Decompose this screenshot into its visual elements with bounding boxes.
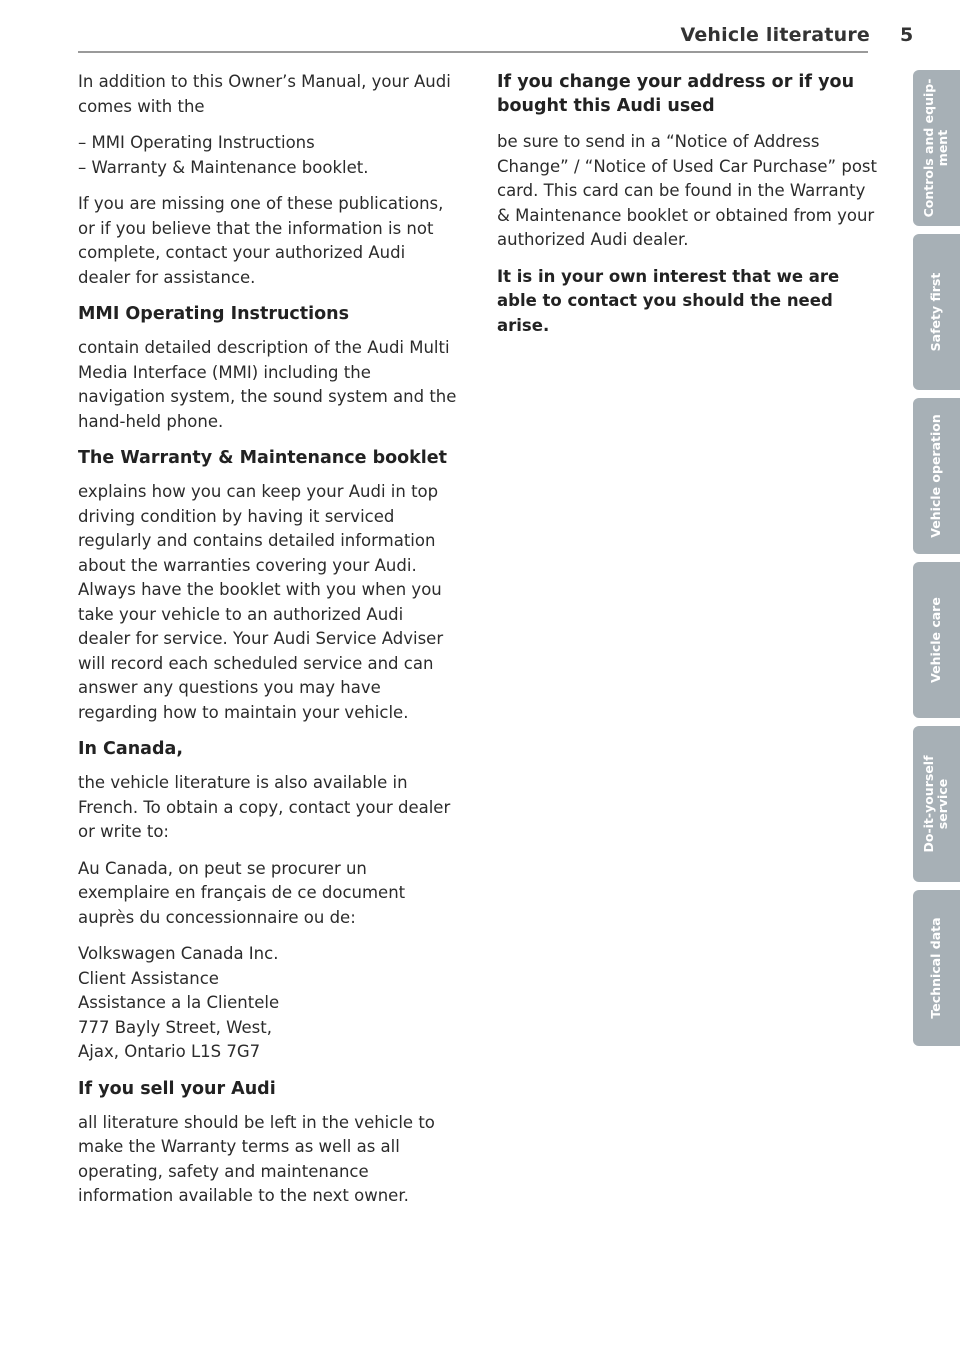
tab-vehicle-care[interactable]	[913, 562, 960, 718]
tab-do-it-yourself-service[interactable]	[913, 726, 960, 882]
tab-controls-and-equipment[interactable]	[913, 70, 960, 226]
page-number: 5	[900, 24, 914, 46]
list-item: – Warranty & Maintenance booklet.	[78, 157, 369, 177]
canada-paragraph: the vehicle literature is also available in French. To obtain a copy, contact your dealer or write to:	[78, 773, 451, 841]
address-line: 777 Bayly Street, West,	[78, 1017, 272, 1037]
list-item: – MMI Operating Instructions	[78, 133, 315, 152]
address-line: Assistance a la Clientele	[78, 993, 280, 1012]
tab-label: Do-it-yourself service	[921, 755, 950, 853]
interest-paragraph: It is in your own interest that we are able to contact you should the need arise.	[497, 266, 840, 335]
mailing-address	[78, 942, 458, 1065]
address-change-paragraph: be sure to send in a “Notice of Address Change” / “Notice of Used Car Purchase” post card. This card can be found in the Warranty & Maintenance booklet or obtained from your authorized Audi dealer.	[497, 132, 877, 249]
tab-label: Technical data	[928, 917, 943, 1019]
sell-paragraph: all literature should be left in the vehicle to make the Warranty terms as well as all operating, safety and maintenance information available to the next owner.	[78, 1112, 435, 1205]
tab-vehicle-operation[interactable]	[913, 398, 960, 554]
section-title: Vehicle literature	[680, 24, 870, 46]
address-line: Volkswagen Canada Inc.	[78, 944, 279, 963]
header-rule	[78, 51, 868, 53]
tab-label: Vehicle operation	[928, 414, 943, 538]
tab-label: Vehicle care	[928, 597, 943, 683]
left-column	[78, 70, 458, 1221]
tab-label: Safety first	[928, 272, 943, 352]
canada-heading: In Canada,	[78, 739, 183, 759]
right-column	[497, 70, 877, 350]
tab-safety-first[interactable]	[913, 234, 960, 390]
missing-publications-paragraph: If you are missing one of these publications, or if you believe that the information is not complete, contact your authorized Audi dealer for assistance.	[78, 194, 444, 287]
mmi-paragraph: contain detailed description of the Audi Multi Media Interface (MMI) including the navigation system, the sound system and the hand-held phone.	[78, 338, 457, 431]
intro-paragraph: In addition to this Owner’s Manual, your Audi comes with the	[78, 72, 451, 116]
tab-label: Controls and equip- ment	[921, 78, 950, 218]
sell-heading: If you sell your Audi	[78, 1078, 276, 1099]
mmi-heading: MMI Operating Instructions	[78, 304, 350, 324]
address-line: Ajax, Ontario L1S 7G7	[78, 1042, 261, 1061]
warranty-heading: The Warranty & Maintenance booklet	[78, 448, 448, 468]
warranty-paragraph: explains how you can keep your Audi in top driving condition by having it serviced regularly and contains detailed information about the warranties covering your Audi. Always have the booklet with you when you take your vehicle to an authorized Audi dealer for service. Your Audi Service Adviser will record each scheduled service and can answer any questions you may have regarding how to maintain your vehicle.	[78, 482, 444, 722]
publication-list	[78, 131, 458, 180]
tab-technical-data[interactable]	[913, 890, 960, 1046]
address-line: Client Assistance	[78, 968, 219, 988]
canada-french-paragraph: Au Canada, on peut se procurer un exemplaire en français de ce document auprès du concessionnaire ou de:	[78, 858, 406, 927]
address-change-heading: If you change your address or if you bought this Audi used	[497, 72, 855, 116]
